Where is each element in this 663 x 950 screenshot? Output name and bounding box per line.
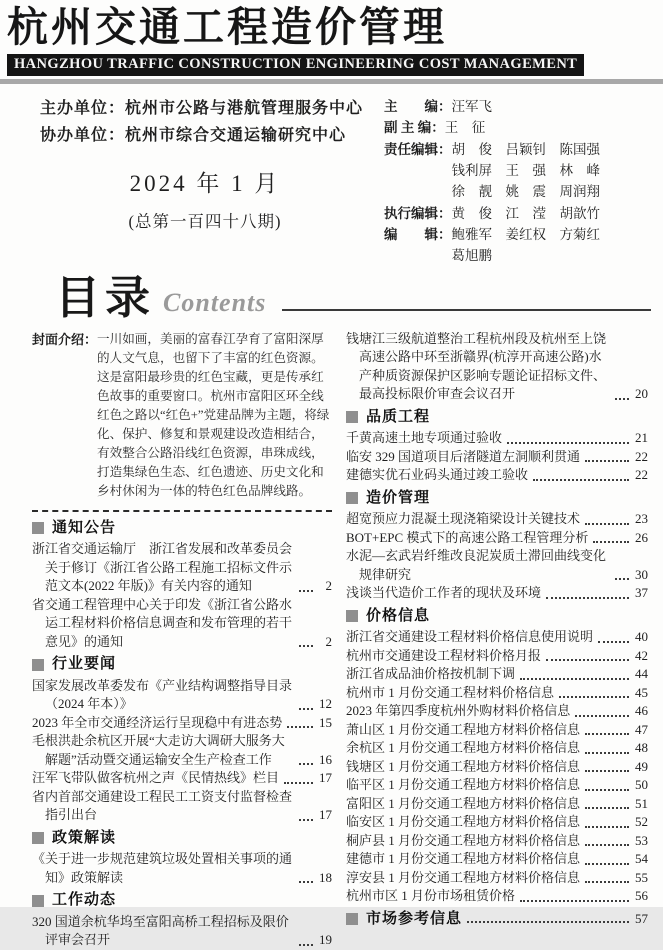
toc-leader-dots xyxy=(585,863,629,865)
toc-page-number: 22 xyxy=(635,467,648,483)
editor-role-label: 执行编辑： xyxy=(384,205,452,221)
toc-entry-text: 临安 329 国道项目后渚隧道左洞顺利贯通 xyxy=(346,448,581,464)
toc-entry-text: 钱塘区 1 月份交通工程地方材料价格信息 xyxy=(346,758,581,774)
toc-leader-dots xyxy=(299,708,313,710)
toc-row xyxy=(32,540,332,596)
editor-names xyxy=(452,224,650,267)
toc-row xyxy=(346,887,648,906)
toc-leader-dots xyxy=(585,826,629,828)
toc-leader-dots xyxy=(585,733,629,735)
editor-role-label: 副 主 编： xyxy=(384,120,445,136)
section-marker-icon xyxy=(346,411,358,423)
toc-row xyxy=(346,813,648,832)
toc-row xyxy=(32,891,332,910)
publication-info xyxy=(0,84,663,267)
toc-entry-text: 市场参考信息 xyxy=(366,909,463,927)
publication-block xyxy=(40,96,370,267)
toc-entry-text: 通知公告 xyxy=(52,518,117,536)
toc-entry-text: 淳安县 1 月份交通工程地方材料价格信息 xyxy=(346,869,581,885)
editor-names-line: 徐 靓 姚 震 周润翔 xyxy=(451,184,600,200)
toc-leader-dots xyxy=(559,696,629,698)
section-marker-icon xyxy=(32,522,44,534)
toc-row xyxy=(346,776,648,795)
toc-page-number: 17 xyxy=(319,770,332,786)
toc-leader-dots xyxy=(585,770,629,772)
toc-entry-text: 钱塘江三级航道整治工程杭州段及杭州至上饶高速公路中环至浙赣界(杭淳开高速公路)水产种质资源保护区影响专题论证招标文件、最高投标限价审查会议召开 xyxy=(346,330,607,402)
toc-row xyxy=(32,732,332,769)
toc-entry-text: 《关于进一步规范建筑垃圾处置相关事项的通知》政策解读 xyxy=(32,851,293,885)
toc-row xyxy=(32,519,332,538)
toc-row xyxy=(346,547,648,584)
toc-entry-text: 造价管理 xyxy=(366,488,431,506)
toc-entry-text: 国家发展改革委发布《产业结构调整指导目录（2024 年本）》 xyxy=(32,677,293,712)
toc-row xyxy=(346,869,648,888)
editor-names xyxy=(452,139,650,203)
toc-entry-text: 价格信息 xyxy=(366,606,431,624)
toc-row xyxy=(346,330,648,404)
editorial-row xyxy=(384,224,649,267)
section-marker-icon xyxy=(346,610,358,622)
toc-row xyxy=(346,607,648,626)
toc-page-number: 53 xyxy=(635,832,648,848)
toc-leader-dots xyxy=(299,645,313,647)
toc-entry-text: 杭州市交通建设工程材料价格月报 xyxy=(346,647,542,663)
toc-leader-dots xyxy=(585,807,629,809)
toc-leader-dots xyxy=(507,442,629,444)
toc-leader-dots xyxy=(546,659,629,661)
cover-intro-text: 一川如画，美丽的富春江孕育了富阳深厚的人文气息，也留下了丰富的红色资源。这是富阳最珍贵的红色宝藏，更是传承红色故事的重要窗口。杭州市富阳区环全线红色之路以“红色+”党建品牌为主题，将绿化、保护、修复和景观建设改造相结合，有效整合公路沿线红色资源，串珠成线，打造集绿色生态、红色遗迹、历史文化和乡村休闲为一体的特色红色品牌线路。 xyxy=(97,331,330,498)
toc-page-number: 12 xyxy=(319,696,332,712)
toc-leader-dots xyxy=(585,844,629,846)
toc-row xyxy=(32,677,332,714)
toc-page-number: 20 xyxy=(635,386,648,402)
toc-leader-dots xyxy=(593,541,629,543)
toc-entry-text: 浙江省交通建设工程材料价格信息使用说明 xyxy=(346,629,594,645)
editorial-row xyxy=(384,117,649,138)
contents-title-cn: 目录 xyxy=(55,271,156,323)
toc-entry-text: 杭州市区 1 月份市场租赁价格 xyxy=(346,888,516,904)
toc-page-number: 47 xyxy=(635,721,648,737)
toc-row xyxy=(346,702,648,721)
toc-row xyxy=(32,913,332,950)
toc-page-number: 56 xyxy=(635,888,648,904)
toc-row xyxy=(346,758,648,777)
toc-body xyxy=(0,320,663,950)
toc-leader-dots xyxy=(467,921,629,923)
toc-leader-dots xyxy=(299,881,313,883)
editorial-row xyxy=(384,139,649,203)
toc-left-column xyxy=(32,330,332,950)
toc-leader-dots xyxy=(299,590,313,592)
toc-entry-text: 浙江省成品油价格按机制下调 xyxy=(346,666,516,682)
toc-row xyxy=(346,739,648,758)
toc-entry-text: 水泥—玄武岩纤维改良泥炭质土滞回曲线变化规律研究 xyxy=(346,548,607,582)
toc-row xyxy=(346,684,648,703)
organizer-line: 主办单位：杭州市公路与港航管理服务中心 xyxy=(40,100,364,118)
toc-row xyxy=(346,850,648,869)
toc-page-number: 54 xyxy=(635,851,648,867)
toc-entry-text: 桐庐县 1 月份交通工程地方材料价格信息 xyxy=(346,832,581,848)
section-marker-icon xyxy=(346,913,358,925)
toc-entry-text: 2023 年第四季度杭州外购材料价格信息 xyxy=(346,703,571,719)
toc-page-number: 49 xyxy=(635,758,648,774)
section-marker-icon xyxy=(32,659,44,671)
toc-leader-dots xyxy=(299,763,313,765)
toc-leader-dots xyxy=(575,715,629,717)
toc-leader-dots xyxy=(598,641,629,643)
toc-entry-text: 萧山区 1 月份交通工程地方材料价格信息 xyxy=(346,721,581,737)
toc-row xyxy=(346,529,648,548)
toc-right-entries xyxy=(346,330,648,929)
toc-page-number: 44 xyxy=(635,666,648,682)
toc-leader-dots xyxy=(585,752,629,754)
editor-names-line: 鲍雅军 姜红权 方菊红 xyxy=(451,227,600,243)
toc-entry-text: 临安区 1 月份交通工程地方材料价格信息 xyxy=(346,814,581,830)
toc-row xyxy=(32,850,332,887)
contents-heading xyxy=(0,267,663,323)
journal-title-en: HANGZHOU TRAFFIC CONSTRUCTION ENGINEERING COST MANAGEMENT xyxy=(7,54,584,76)
toc-leader-dots xyxy=(520,678,629,680)
toc-leader-dots xyxy=(615,398,629,400)
editor-names xyxy=(452,96,650,117)
toc-leader-dots xyxy=(585,881,629,883)
toc-leader-dots xyxy=(520,900,629,902)
toc-left-entries xyxy=(32,519,332,950)
section-marker-icon xyxy=(346,492,358,504)
toc-right-column xyxy=(346,330,648,950)
toc-row xyxy=(346,584,648,603)
toc-page-number: 26 xyxy=(635,529,648,545)
toc-entry-text: 临平区 1 月份交通工程地方材料价格信息 xyxy=(346,777,581,793)
toc-entry-text: 2023 年全市交通经济运行呈现稳中有进态势 xyxy=(32,714,283,730)
toc-entry-text: 浙江省交通运输厅 浙江省发展和改革委员会关于修订《浙江省公路工程施工招标文件示范文本(2022 年版)》有关内容的通知 xyxy=(32,541,293,594)
toc-page-number: 37 xyxy=(635,585,648,601)
editorial-row xyxy=(384,203,649,224)
toc-page-number: 40 xyxy=(635,629,648,645)
toc-entry-text: 浅谈当代造价工作者的现状及环境 xyxy=(346,585,542,601)
toc-entry-text: 省交通工程管理中心关于印发《浙江省公路水运工程材料价格信息调查和发布管理的若干意见》的通知 xyxy=(32,596,293,649)
toc-row xyxy=(346,429,648,448)
toc-leader-dots xyxy=(615,578,629,580)
contents-heading-rule xyxy=(282,309,651,311)
editorial-board xyxy=(370,96,649,267)
toc-leader-dots xyxy=(585,789,629,791)
toc-leader-dots xyxy=(284,782,313,784)
journal-title-cn: 杭州交通工程造价管理 xyxy=(7,4,447,50)
toc-row xyxy=(346,832,648,851)
editor-role-label: 编 辑： xyxy=(384,227,452,243)
section-marker-icon xyxy=(32,832,44,844)
section-marker-icon xyxy=(32,895,44,907)
toc-page-number: 45 xyxy=(635,684,648,700)
editor-names-line: 钱利屏 王 强 林 峰 xyxy=(451,163,600,179)
toc-page-number: 30 xyxy=(635,566,648,582)
toc-row xyxy=(346,665,648,684)
toc-page-number: 57 xyxy=(635,910,648,926)
toc-page-number: 42 xyxy=(635,647,648,663)
editorial-row xyxy=(384,96,649,117)
toc-row xyxy=(346,647,648,666)
editor-names-line: 葛旭鹏 xyxy=(451,248,492,264)
toc-page-number: 15 xyxy=(319,714,332,730)
toc-page-number: 17 xyxy=(319,807,332,823)
toc-row xyxy=(32,769,332,788)
toc-row xyxy=(346,466,648,485)
toc-entry-text: 富阳区 1 月份交通工程地方材料价格信息 xyxy=(346,795,581,811)
toc-entry-text: 千黄高速土地专项通过验收 xyxy=(346,430,503,446)
masthead xyxy=(0,0,663,76)
toc-row xyxy=(32,788,332,825)
co-organizer-line: 协办单位：杭州市综合交通运输研究中心 xyxy=(40,126,347,144)
toc-entry-text: 行业要闻 xyxy=(52,655,117,673)
toc-page-number: 19 xyxy=(319,932,332,948)
editor-names-line: 黄 俊 江 滢 胡歆竹 xyxy=(451,205,600,221)
issue-date: 2024 年 1 月 xyxy=(129,170,281,196)
contents-title-en: Contents xyxy=(163,287,267,317)
dashed-divider xyxy=(32,510,332,512)
toc-row xyxy=(32,596,332,652)
toc-entry-text: BOT+EPC 模式下的高速公路工程管理分析 xyxy=(346,529,589,545)
toc-row xyxy=(346,721,648,740)
toc-leader-dots xyxy=(299,819,313,821)
toc-row xyxy=(32,829,332,848)
toc-entry-text: 工作动态 xyxy=(52,891,117,909)
toc-page-number: 50 xyxy=(635,777,648,793)
toc-page-number: 52 xyxy=(635,814,648,830)
editor-names-line: 王 征 xyxy=(444,120,486,136)
editor-names xyxy=(445,117,649,138)
toc-leader-dots xyxy=(585,523,629,525)
toc-page-number: 55 xyxy=(635,869,648,885)
toc-row xyxy=(346,510,648,529)
toc-row xyxy=(346,910,648,929)
toc-page-number: 18 xyxy=(319,869,332,885)
toc-page-number: 51 xyxy=(635,795,648,811)
toc-row xyxy=(32,655,332,674)
toc-row xyxy=(346,408,648,427)
toc-entry-text: 毛根洪赴余杭区开展“大走访大调研大服务大解题”活动暨交通运输安全生产检查工作 xyxy=(32,733,285,767)
toc-leader-dots xyxy=(585,460,629,462)
toc-entry-text: 320 国道余杭华坞至富阳高桥工程招标及限价评审会召开 xyxy=(32,913,289,948)
toc-leader-dots xyxy=(533,479,629,481)
toc-entry-text: 超宽预应力混凝土现浇箱梁设计关键技术 xyxy=(346,511,581,527)
toc-page-number: 2 xyxy=(325,633,332,649)
toc-row xyxy=(32,714,332,733)
editor-names-line: 胡 俊 吕颖钊 陈国强 xyxy=(451,141,600,157)
toc-row xyxy=(346,448,648,467)
toc-page-number: 46 xyxy=(635,703,648,719)
toc-page-number: 22 xyxy=(635,448,648,464)
toc-row xyxy=(346,628,648,647)
toc-page-number: 2 xyxy=(325,578,332,594)
editor-role-label: 责任编辑： xyxy=(384,141,452,157)
toc-entry-text: 政策解读 xyxy=(52,828,117,846)
toc-page-number: 23 xyxy=(635,511,648,527)
editor-names-line: 汪军飞 xyxy=(451,99,492,115)
toc-page-number: 21 xyxy=(635,430,648,446)
toc-leader-dots xyxy=(546,597,629,599)
toc-entry-text: 余杭区 1 月份交通工程地方材料价格信息 xyxy=(346,740,581,756)
toc-entry-text: 建德实优石业码头通过竣工验收 xyxy=(346,467,529,483)
toc-entry-text: 省内首部交通建设工程民工工资支付监督检查指引出台 xyxy=(32,788,293,823)
toc-page-number: 16 xyxy=(319,751,332,767)
issue-number: (总第一百四十八期) xyxy=(128,211,282,231)
toc-leader-dots xyxy=(299,944,313,946)
toc-page-number: 48 xyxy=(635,740,648,756)
editor-names xyxy=(452,203,650,224)
toc-entry-text: 杭州市 1 月份交通工程材料价格信息 xyxy=(346,684,555,700)
toc-entry-text: 汪军飞带队做客杭州之声《民情热线》栏目 xyxy=(32,770,280,786)
toc-entry-text: 建德市 1 月份交通工程地方材料价格信息 xyxy=(346,851,581,867)
toc-entry-text: 品质工程 xyxy=(366,407,431,425)
toc-leader-dots xyxy=(287,726,313,728)
toc-row xyxy=(346,489,648,508)
cover-intro xyxy=(32,330,332,501)
cover-intro-label: 封面介绍： xyxy=(32,331,98,347)
toc-row xyxy=(346,795,648,814)
editor-role-label: 主 编： xyxy=(384,99,452,115)
